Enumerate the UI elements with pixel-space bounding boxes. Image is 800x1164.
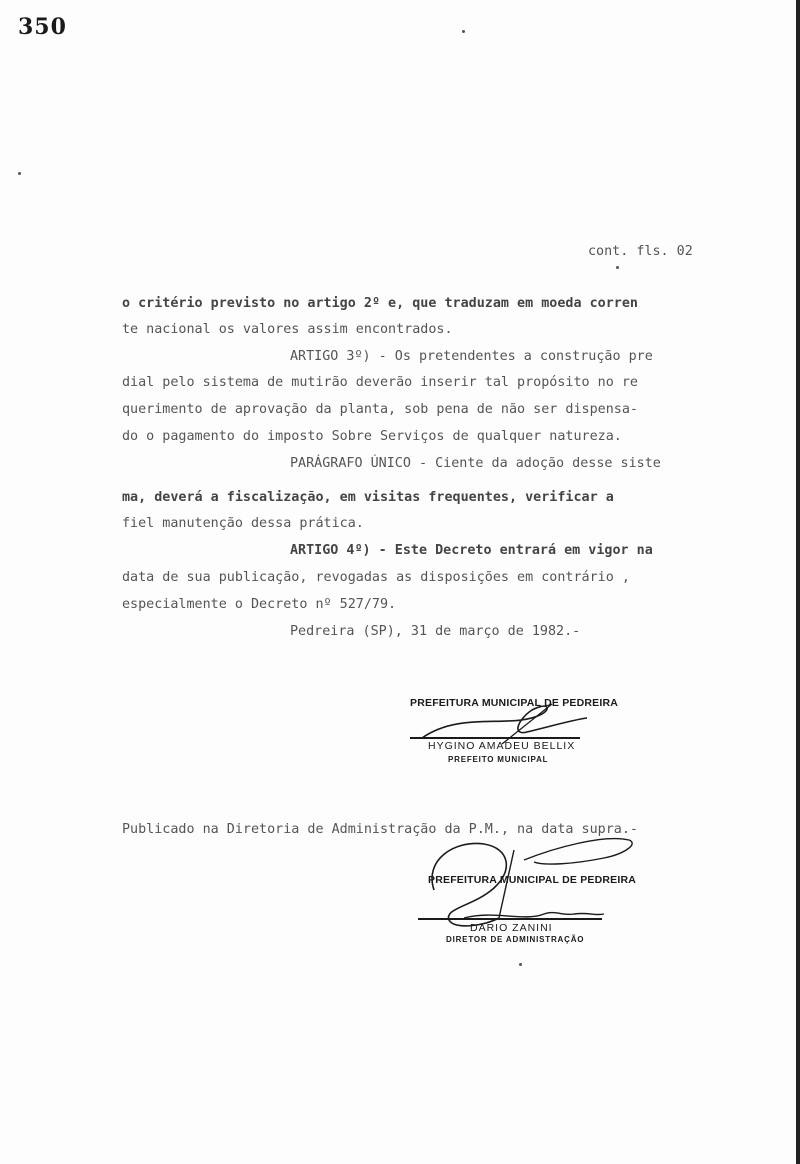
text-line-2: te nacional os valores assim encontrados. [122, 322, 453, 337]
stamp2-rule [418, 918, 602, 920]
text-line-3: ARTIGO 3º) - Os pretendentes a construção pre [290, 349, 653, 364]
text-line-8: ma, deverá a fiscalização, em visitas frequentes, verificar a [122, 490, 614, 505]
continuation-note: cont. fls. 02 [588, 244, 693, 259]
text-line-9: fiel manutenção dessa prática. [122, 516, 364, 531]
publication-line: Publicado na Diretoria de Administração da P.M., na data supra.- [122, 822, 638, 837]
text-line-12: especialmente o Decreto nº 527/79. [122, 597, 397, 612]
scan-speck [18, 172, 21, 175]
stamp1-rule [410, 737, 580, 739]
page-edge [796, 0, 800, 1164]
text-line-7: PARÁGRAFO ÚNICO - Ciente da adoção desse siste [290, 456, 661, 471]
scan-speck [462, 30, 465, 33]
text-line-6: do o pagamento do imposto Sobre Serviços de qualquer natureza. [122, 429, 622, 444]
stamp1-title: PREFEITURA MUNICIPAL DE PEDREIRA [410, 697, 619, 709]
stamp2-name: DARIO ZANINI [470, 922, 553, 934]
text-line-5: querimento de aprovação da planta, sob pena de não ser dispensa- [122, 402, 638, 417]
stamp2-title: PREFEITURA MUNICIPAL DE PEDREIRA [428, 874, 637, 886]
stamp1-role: PREFEITO MUNICIPAL [448, 755, 549, 764]
scan-speck [519, 963, 522, 966]
stamp1-name: HYGINO AMADEU BELLIX [428, 740, 576, 752]
stamp2-role: DIRETOR DE ADMINISTRAÇÃO [446, 935, 585, 944]
text-line-10: ARTIGO 4º) - Este Decreto entrará em vigor na [290, 543, 653, 558]
text-line-11: data de sua publicação, revogadas as disposições em contrário , [122, 570, 630, 585]
text-line-13: Pedreira (SP), 31 de março de 1982.- [290, 624, 581, 639]
text-line-4: dial pelo sistema de mutirão deverão inserir tal propósito no re [122, 375, 638, 390]
scan-speck [616, 266, 619, 269]
text-line-1: o critério previsto no artigo 2º e, que traduzam em moeda corren [122, 296, 638, 311]
page-number: 350 [18, 14, 67, 40]
